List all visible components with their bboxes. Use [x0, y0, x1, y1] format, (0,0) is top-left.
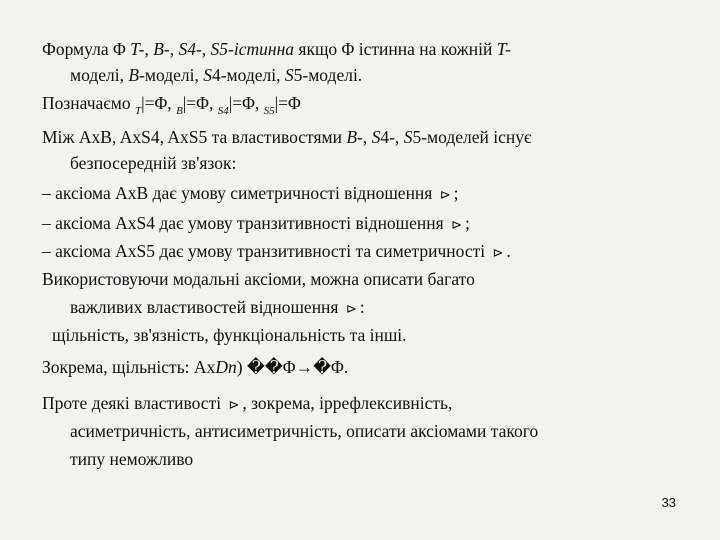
text-line-asymmetry: асиметричність, антисиметричність, описати аксіомами такого [70, 421, 539, 441]
text-line-modal-axioms: Використовуючи модальні аксіоми, можна описати багато [42, 269, 475, 289]
text-line-relation: безпосередній зв'язок: [70, 153, 237, 173]
text-line-definition: Формула Φ T-, B-, S4-, S5-істинна якщо Φ істинна на кожній T- [42, 39, 511, 59]
relation-symbol-icon: ⊳ [451, 217, 462, 232]
text-line-axs5: – аксіома AxS5 дає умову транзитивності та симетричності ⊳ . [42, 240, 690, 264]
text-line-models: моделі, B-моделі, S4-моделі, S5-моделі. [70, 65, 363, 85]
relation-symbol-icon: ⊳ [228, 397, 240, 412]
relation-symbol-icon: ⊳ [345, 301, 357, 316]
relation-symbol-icon: ⊳ [492, 245, 504, 260]
text-line-density: Зокрема, щільність: AxDn) ��Φ→�Φ. [42, 357, 349, 377]
text-line-property-list: щільність, зв'язність, функціональність та інші. [52, 325, 407, 345]
text-line-axb: – аксіома AxB дає умову симетричності відношення ⊳ ; [42, 182, 690, 206]
text-line-relation-intro: Між AxB, AxS4, AxS5 та властивостями B-, S4-, S5-моделей існує [42, 127, 532, 147]
text-line-however: Проте деякі властивості ⊳ , зокрема, іррефлексивність, [42, 392, 690, 416]
page-number: 33 [661, 495, 676, 510]
text-line-notation: Позначаємо $_T$|=Φ, $_B$|=Φ, $_{S4}$|=Φ, $_{S5}$|=Φ [42, 93, 301, 117]
text-line-impossible: типу неможливо [70, 449, 194, 469]
text-line-properties: важливих властивостей відношення ⊳ : [70, 296, 690, 320]
relation-symbol-icon: ⊳ [439, 187, 451, 202]
text-line-axs4: – аксіома AxS4 дає умову транзитивності відношення ⊳ ; [42, 212, 690, 236]
